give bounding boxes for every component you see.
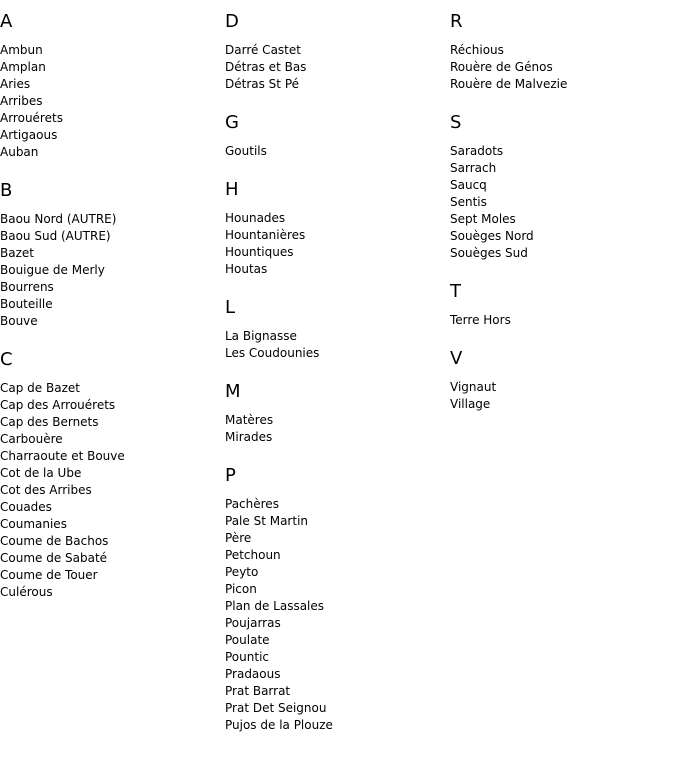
place-link[interactable]: Bouve: [0, 314, 38, 328]
index-column-3: [450, 12, 670, 433]
place-link[interactable]: Plan de Lassales: [225, 599, 325, 613]
letter-group-d: [225, 12, 445, 93]
place-link[interactable]: Auban: [0, 145, 39, 159]
index-column-1: [0, 12, 220, 621]
place-link[interactable]: Saradots: [450, 144, 504, 158]
place-link[interactable]: Goutils: [225, 144, 267, 158]
place-link[interactable]: Pale St Martin: [225, 514, 309, 528]
place-link[interactable]: Peyto: [225, 565, 259, 579]
letter-heading: M: [225, 381, 241, 402]
letter-group-h: [225, 180, 445, 278]
place-link[interactable]: La Bignasse: [225, 329, 297, 343]
place-link[interactable]: Houtas: [225, 262, 268, 276]
letter-group-l: [225, 298, 445, 362]
letter-heading: R: [450, 11, 463, 32]
place-list: [450, 379, 670, 413]
place-link[interactable]: Couades: [0, 500, 52, 514]
place-link[interactable]: Bouigue de Merly: [0, 263, 105, 277]
place-list: [0, 42, 220, 161]
place-link[interactable]: Culérous: [0, 585, 53, 599]
letter-heading: V: [450, 348, 463, 369]
place-link[interactable]: Bourrens: [0, 280, 54, 294]
place-link[interactable]: Amplan: [0, 60, 46, 74]
place-link[interactable]: Hountiques: [225, 245, 294, 259]
letter-heading: T: [450, 281, 461, 302]
place-link[interactable]: Carbouère: [0, 432, 63, 446]
letter-group-m: [225, 382, 445, 446]
place-link[interactable]: Coume de Touer: [0, 568, 98, 582]
index-column-2: [225, 12, 445, 754]
place-link[interactable]: Charraoute et Bouve: [0, 449, 125, 463]
place-link[interactable]: Sarrach: [450, 161, 497, 175]
place-link[interactable]: Village: [450, 397, 491, 411]
place-list: [225, 496, 445, 734]
letter-group-r: [450, 12, 670, 93]
place-link[interactable]: Sentis: [450, 195, 487, 209]
letter-heading: A: [0, 11, 13, 32]
place-link[interactable]: Souèges Sud: [450, 246, 528, 260]
place-link[interactable]: Petchoun: [225, 548, 281, 562]
place-link[interactable]: Hounades: [225, 211, 286, 225]
place-link[interactable]: Bazet: [0, 246, 34, 260]
place-link[interactable]: Prat Barrat: [225, 684, 291, 698]
letter-group-v: [450, 349, 670, 413]
letter-heading: D: [225, 11, 239, 32]
place-link[interactable]: Père: [225, 531, 252, 545]
place-link[interactable]: Aries: [0, 77, 31, 91]
letter-group-s: [450, 113, 670, 262]
letter-group-a: [0, 12, 220, 161]
letter-heading: G: [225, 112, 239, 133]
place-link[interactable]: Coume de Bachos: [0, 534, 109, 548]
place-list: [225, 42, 445, 93]
place-list: [450, 143, 670, 262]
place-link[interactable]: Coumanies: [0, 517, 67, 531]
letter-heading: H: [225, 179, 239, 200]
place-link[interactable]: Pradaous: [225, 667, 281, 681]
place-link[interactable]: Pujos de la Plouze: [225, 718, 333, 732]
place-link[interactable]: Prat Det Seignou: [225, 701, 327, 715]
place-link[interactable]: Rouère de Génos: [450, 60, 553, 74]
place-link[interactable]: Pachères: [225, 497, 279, 511]
place-link[interactable]: Baou Nord (AUTRE): [0, 212, 117, 226]
place-list: [225, 143, 445, 160]
place-link[interactable]: Souèges Nord: [450, 229, 534, 243]
place-link[interactable]: Poujarras: [225, 616, 281, 630]
place-link[interactable]: Bouteille: [0, 297, 53, 311]
place-list: [0, 211, 220, 330]
letter-group-p: [225, 466, 445, 734]
place-list: [225, 412, 445, 446]
place-list: [225, 328, 445, 362]
letter-heading: L: [225, 297, 236, 318]
place-link[interactable]: Vignaut: [450, 380, 497, 394]
place-link[interactable]: Arribes: [0, 94, 43, 108]
place-list: [225, 210, 445, 278]
letter-heading: S: [450, 112, 462, 133]
letter-group-c: [0, 350, 220, 601]
place-link[interactable]: Arrouérets: [0, 111, 63, 125]
letter-heading: P: [225, 465, 236, 486]
place-link[interactable]: Sept Moles: [450, 212, 516, 226]
place-link[interactable]: Darré Castet: [225, 43, 301, 57]
letter-group-b: [0, 181, 220, 330]
place-link[interactable]: Pountic: [225, 650, 269, 664]
place-link[interactable]: Cot des Arribes: [0, 483, 92, 497]
place-link[interactable]: Coume de Sabaté: [0, 551, 108, 565]
place-link[interactable]: Rouère de Malvezie: [450, 77, 568, 91]
letter-group-t: [450, 282, 670, 329]
place-link[interactable]: Hountanières: [225, 228, 306, 242]
place-link[interactable]: Mirades: [225, 430, 273, 444]
place-list: [450, 312, 670, 329]
place-link[interactable]: Picon: [225, 582, 257, 596]
place-link[interactable]: Réchious: [450, 43, 504, 57]
place-link[interactable]: Détras St Pé: [225, 77, 300, 91]
place-list: [0, 380, 220, 601]
place-link[interactable]: Cap de Bazet: [0, 381, 80, 395]
place-list: [450, 42, 670, 93]
place-link[interactable]: Les Coudounies: [225, 346, 320, 360]
place-link[interactable]: Poulate: [225, 633, 270, 647]
place-link[interactable]: Terre Hors: [450, 313, 511, 327]
letter-group-g: [225, 113, 445, 160]
place-link[interactable]: Baou Sud (AUTRE): [0, 229, 111, 243]
letter-heading: B: [0, 180, 13, 201]
place-link[interactable]: Cap des Arrouérets: [0, 398, 116, 412]
place-link[interactable]: Cot de la Ube: [0, 466, 82, 480]
place-link[interactable]: Détras et Bas: [225, 60, 307, 74]
letter-heading: C: [0, 349, 13, 370]
place-link[interactable]: Saucq: [450, 178, 487, 192]
place-link[interactable]: Artigaous: [0, 128, 58, 142]
place-link[interactable]: Cap des Bernets: [0, 415, 99, 429]
place-link[interactable]: Matères: [225, 413, 274, 427]
place-link[interactable]: Ambun: [0, 43, 43, 57]
